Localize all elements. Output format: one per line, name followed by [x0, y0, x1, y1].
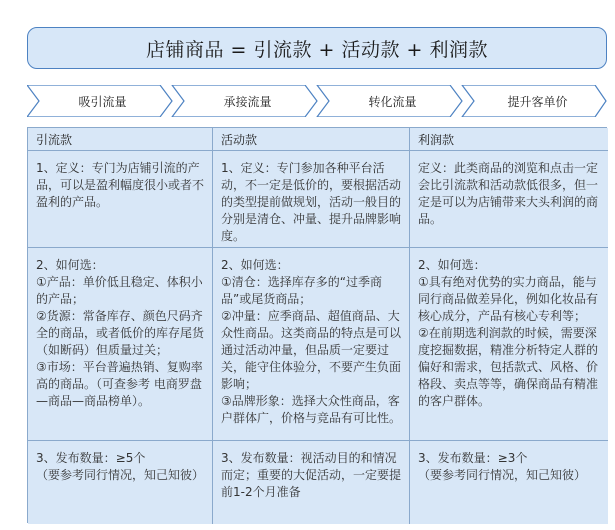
selection-cell-traffic	[28, 248, 213, 441]
column-header-profit: 利润款	[410, 128, 608, 151]
column-header-traffic: 引流款	[28, 128, 213, 151]
product-type-table	[27, 127, 607, 523]
count-cell-promo	[213, 441, 410, 524]
definition-text: 1、定义：专门为店铺引流的产品，可以是盈利幅度很小或者不盈利的产品。	[36, 161, 205, 209]
diagram-title: 店铺商品 = 引流款 + 活动款 + 利润款	[27, 27, 607, 69]
selection-item: ②在前期选利润款的时候，需要深度挖掘数据，精准分析特定人群的偏好和需求，包括款式、风格、价格段、卖点等等，确保商品有精准的客户群体。	[418, 326, 599, 408]
count-text: 3、发布数量：视活动目的和情况而定；重要的大促活动，一定要提前1-2个月准备	[221, 451, 402, 499]
selection-item: ②货源：常备库存、颜色尺码齐全的商品，或者低价的库存尾货（如断码）但质量过关；	[36, 309, 205, 357]
selection-item: ①清仓：选择库存多的“过季商品”或尾货商品；	[221, 275, 382, 306]
definition-text: 1、定义：专门参加各种平台活动，不一定是低价的，要根据活动的类型提前做规划，活动一般目的分别是清仓、冲量、提升品牌影响度。	[221, 161, 402, 243]
definition-cell-traffic	[28, 151, 213, 248]
selection-item: ③市场：平台普遍热销、复购率高的商品。（可查参考 电商罗盘—商品—商品榜单）。	[36, 360, 203, 408]
count-text: 3、发布数量：≥3个	[418, 451, 528, 465]
count-cell-profit	[410, 441, 608, 524]
selection-item: ①具有绝对优势的实力商品，能与同行商品做差异化，例如化妆品有核心成分，产品有核心专利等；	[418, 275, 599, 323]
definition-text: 定义：此类商品的浏览和点击一定会比引流款和活动款低很多，但一定是可以为店铺带来大头利润的商品。	[418, 161, 599, 226]
stage-arrows	[27, 85, 607, 117]
selection-cell-promo	[213, 248, 410, 441]
selection-item: ③品牌形象：选择大众性商品，客户群体广，价格与竞品有可比性。	[221, 394, 402, 425]
definition-cell-promo	[213, 151, 410, 248]
column-header-promo: 活动款	[213, 128, 410, 151]
stage-label-3: 转化流量	[368, 94, 417, 109]
stage-label-1: 吸引流量	[78, 94, 127, 109]
count-note: （要参考同行情况，知己知彼）	[36, 468, 205, 482]
selection-item: ②冲量：应季商品、超值商品、大众性商品。这类商品的特点是可以通过活动冲量，但品质一定要过关，能守住体验分，不要产生负面影响；	[221, 309, 402, 391]
count-note: （要参考同行情况，知己知彼）	[418, 468, 587, 482]
selection-item: ①产品：单价低且稳定、体积小的产品；	[36, 275, 203, 306]
stage-label-2: 承接流量	[223, 94, 272, 109]
selection-title: 2、如何选：	[36, 258, 104, 272]
stage-label-4: 提升客单价	[507, 94, 568, 109]
selection-title: 2、如何选：	[221, 258, 289, 272]
count-cell-traffic	[28, 441, 213, 524]
selection-title: 2、如何选：	[418, 258, 486, 272]
count-text: 3、发布数量：≥5个	[36, 451, 146, 465]
selection-cell-profit	[410, 248, 608, 441]
definition-cell-profit	[410, 151, 608, 248]
